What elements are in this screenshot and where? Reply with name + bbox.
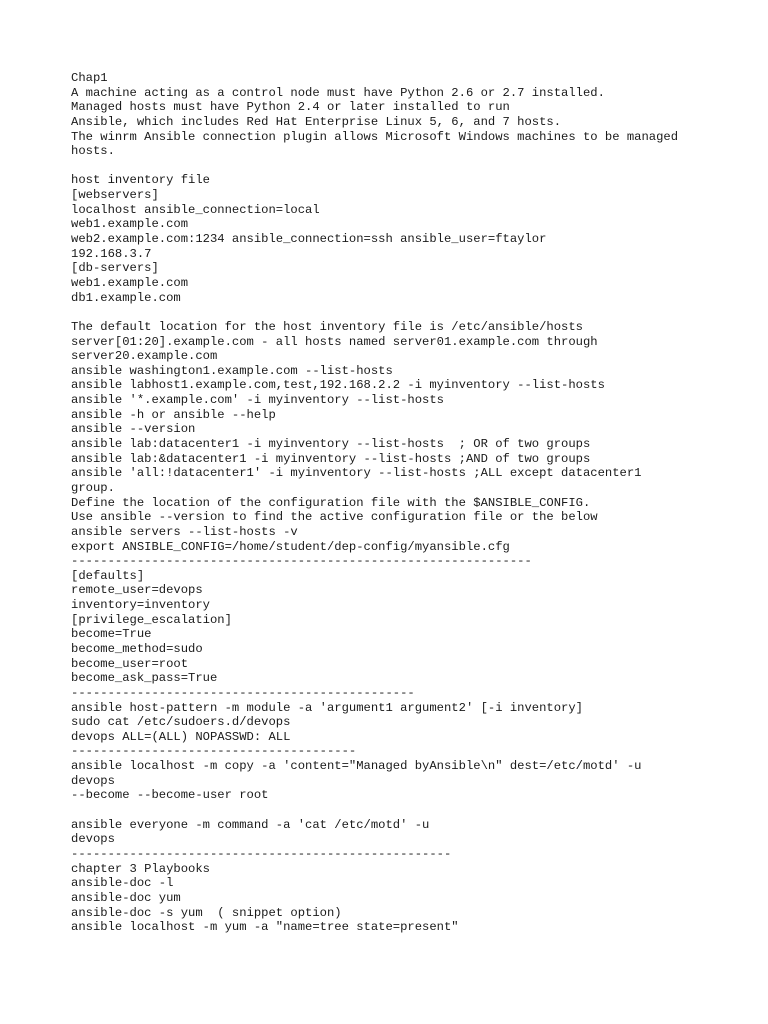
document-line: The default location for the host inventory file is /etc/ansible/hosts xyxy=(71,319,583,334)
document-line xyxy=(71,305,751,320)
document-line: --------------------------------------- xyxy=(71,744,357,759)
document-line: ansible 'all:!datacenter1' -i myinventory --list-hosts ;ALL except datacenter1 xyxy=(71,466,642,481)
document-line: sudo cat /etc/sudoers.d/devops xyxy=(71,715,291,730)
document-line: chapter 3 Playbooks xyxy=(71,861,210,876)
document-line: ansible lab:datacenter1 -i myinventory --list-hosts ; OR of two groups xyxy=(71,437,591,452)
document-line: --become --become-user root xyxy=(71,788,269,803)
document-line: ansible host-pattern -m module -a 'argument1 argument2' [-i inventory] xyxy=(71,700,583,715)
document-line: localhost ansible_connection=local xyxy=(71,202,320,217)
document-line: ----------------------------------------------- xyxy=(71,685,415,700)
document-line: export ANSIBLE_CONFIG=/home/student/dep-config/myansible.cfg xyxy=(71,539,510,554)
document-line: web1.example.com xyxy=(71,217,189,232)
document-line: ansible lab:&datacenter1 -i myinventory --list-hosts ;AND of two groups xyxy=(71,451,591,466)
document-line: 192.168.3.7 xyxy=(71,246,152,261)
document-line: ansible '*.example.com' -i myinventory --list-hosts xyxy=(71,393,444,408)
document-line: host inventory file xyxy=(71,173,210,188)
document-line xyxy=(71,159,751,174)
document-line: ansible -h or ansible --help xyxy=(71,407,276,422)
document-line: ansible everyone -m command -a 'cat /etc/motd' -u xyxy=(71,817,430,832)
document-line: [defaults] xyxy=(71,568,145,583)
document-line: web2.example.com:1234 ansible_connection=ssh ansible_user=ftaylor xyxy=(71,232,547,247)
document-line: ansible localhost -m copy -a 'content="Managed byAnsible\n" dest=/etc/motd' -u xyxy=(71,759,642,774)
document-line: inventory=inventory xyxy=(71,598,210,613)
document-line: [privilege_escalation] xyxy=(71,612,232,627)
document-line: become_user=root xyxy=(71,656,189,671)
document-line: ansible servers --list-hosts -v xyxy=(71,524,298,539)
document-line: db1.example.com xyxy=(71,290,181,305)
document-line: Use ansible --version to find the active configuration file or the below xyxy=(71,510,598,525)
document-line: hosts. xyxy=(71,144,115,159)
document-line: ansible-doc yum xyxy=(71,890,181,905)
document-line: server[01:20].example.com - all hosts named server01.example.com through xyxy=(71,334,598,349)
document-line: remote_user=devops xyxy=(71,583,203,598)
document-line: [db-servers] xyxy=(71,261,159,276)
document-line: group. xyxy=(71,480,115,495)
document-line: devops ALL=(ALL) NOPASSWD: ALL xyxy=(71,729,291,744)
document-line: Define the location of the configuration file with the $ANSIBLE_CONFIG. xyxy=(71,495,591,510)
document-line: Managed hosts must have Python 2.4 or later installed to run xyxy=(71,100,510,115)
document-line: Chap1 xyxy=(71,71,108,85)
document-line: ansible washington1.example.com --list-hosts xyxy=(71,363,393,378)
document-line: ansible --version xyxy=(71,422,196,437)
document-line: become_ask_pass=True xyxy=(71,671,218,686)
document-line: web1.example.com xyxy=(71,275,189,290)
document-line: ---------------------------------------------------- xyxy=(71,846,452,861)
document-line: become=True xyxy=(71,627,152,642)
document-line: devops xyxy=(71,832,115,847)
document-line: server20.example.com xyxy=(71,349,218,364)
document-line: The winrm Ansible connection plugin allows Microsoft Windows machines to be managed xyxy=(71,129,679,144)
document-line: [webservers] xyxy=(71,188,159,203)
document-line xyxy=(71,803,751,818)
document-line: Ansible, which includes Red Hat Enterprise Linux 5, 6, and 7 hosts. xyxy=(71,114,562,129)
document-line: devops xyxy=(71,773,115,788)
document-line: become_method=sudo xyxy=(71,641,203,656)
document-line: --------------------------------------------------------------- xyxy=(71,554,532,569)
document-line: ansible-doc -s yum ( snippet option) xyxy=(71,905,342,920)
document-text xyxy=(71,71,751,935)
document-line: ansible-doc -l xyxy=(71,876,174,891)
document-line: ansible labhost1.example.com,test,192.168.2.2 -i myinventory --list-hosts xyxy=(71,378,605,393)
document-line: A machine acting as a control node must have Python 2.6 or 2.7 installed. xyxy=(71,85,605,100)
document-line: ansible localhost -m yum -a "name=tree state=present" xyxy=(71,920,459,935)
